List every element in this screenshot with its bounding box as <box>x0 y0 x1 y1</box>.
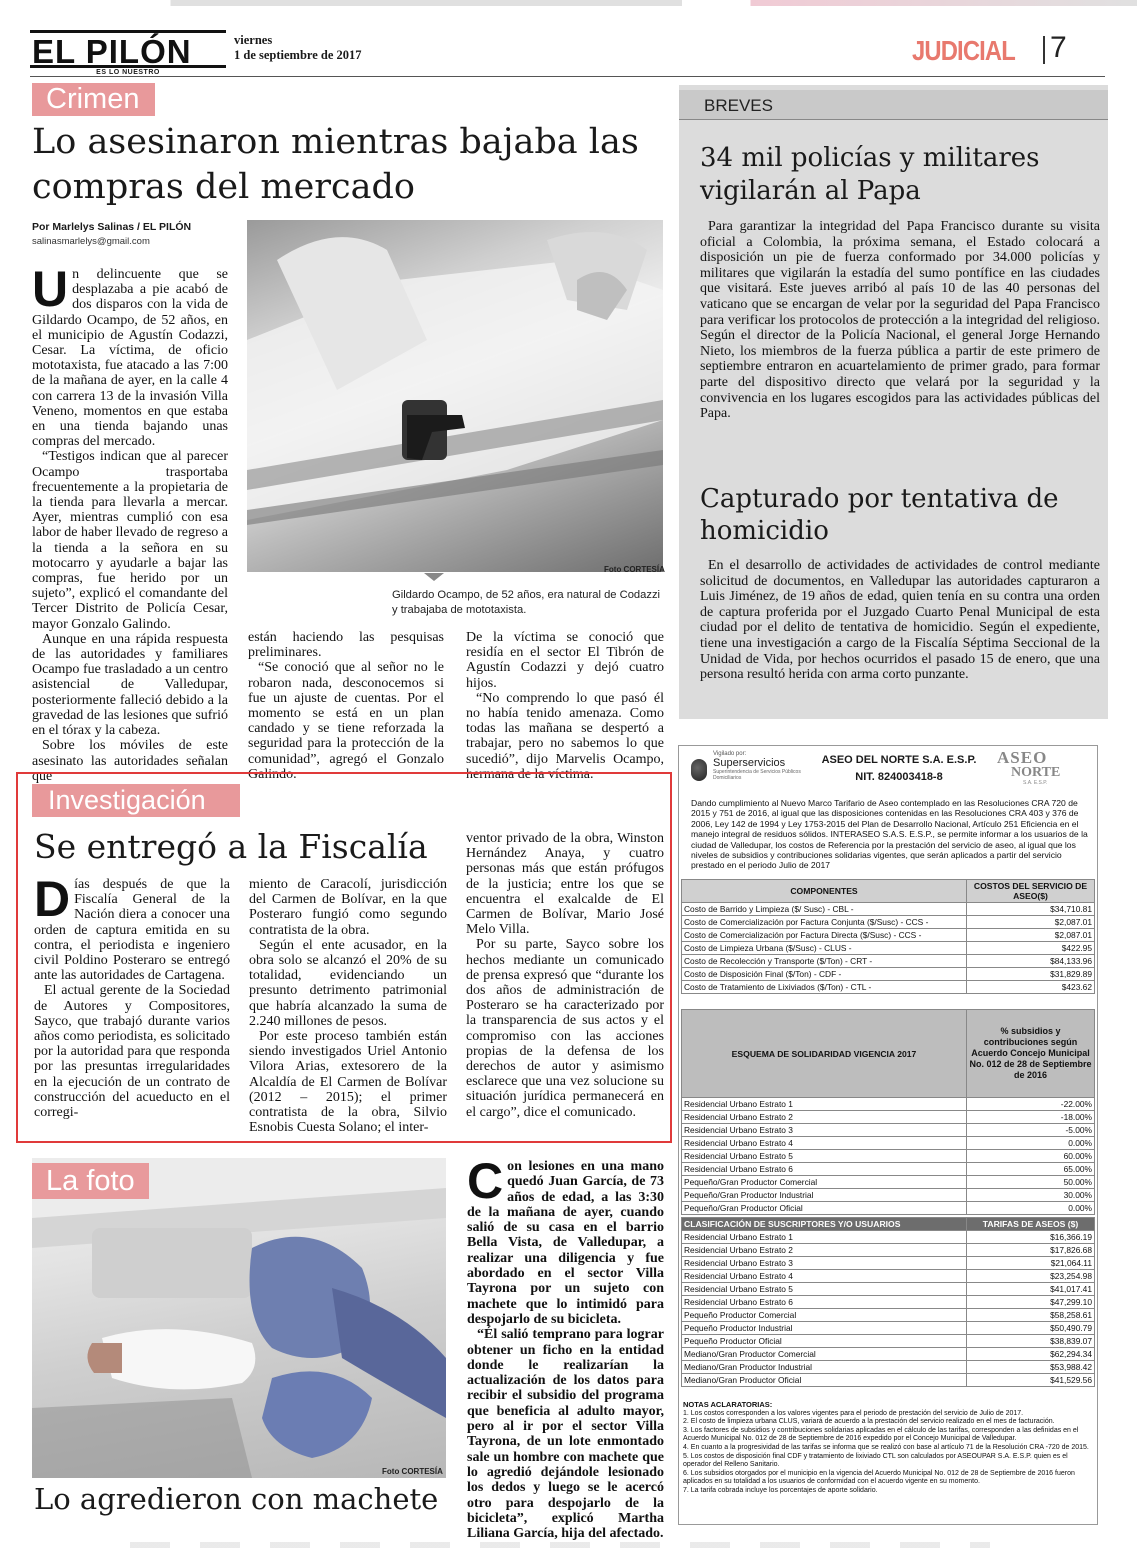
table-row <box>682 1322 1095 1335</box>
story2-col3-p1: ventor privado de la obra, Winston Hernández Anaya, y cuatro personas más que están prófugos de la justicia; entre los que se encuentra el exalcalde de El Carmen de Bolívar, Mario José Melo Villa. <box>466 831 664 938</box>
story3-photo-credit: Foto CORTESÍA <box>382 1467 443 1476</box>
story1-col1-p4: Sobre los móviles de este asesinato las autoridades señalan que <box>32 738 228 784</box>
caption-pointer-icon <box>424 573 444 581</box>
story1-photo <box>247 220 663 572</box>
story1-email: salinasmarlelys@gmail.com <box>32 236 150 247</box>
story1-col1-p3: Aunque en una rápida respuesta de las autoridades y familiares Ocampo fue trasladado a un centro asistencial de Valledupar, posteriormente falleció debido a la gravedad de las lesiones que sufrió en el tórax y la cabeza. <box>32 631 228 739</box>
story2-headline: Se entregó a la Fiscalía <box>34 827 428 866</box>
table-cell-label: Residencial Urbano Estrato 6 <box>682 1296 967 1309</box>
table-cell-value: $41,017.41 <box>967 1283 1095 1296</box>
table-cell-label: Pequeño Productor Industrial <box>682 1322 967 1335</box>
t2-header-percent: % subsidios y contribuciones según Acuerdo Concejo Municipal No. 012 de 28 de Septiembre de 2016 <box>967 1010 1095 1098</box>
table-row <box>682 903 1095 916</box>
table-cell-value: -22.00% <box>967 1098 1095 1111</box>
story2-col1-p1: ías después de que la Fiscalía General de la Nación diera a conocer una orden de captura emitida en su contra, el periodista e ingeniero civil Poldino Posteraro se entregó ante las autoridades de Cartagena. <box>34 877 230 984</box>
table-cell-label: Residencial Urbano Estrato 4 <box>682 1270 967 1283</box>
story2-col3 <box>466 831 664 1120</box>
table-cell-label: Pequeño Productor Oficial <box>682 1335 967 1348</box>
table-row <box>682 1111 1095 1124</box>
superservicios-subtitle: Superintendencia de Servicios Públicos Domiciliarios <box>713 769 801 781</box>
table-row <box>682 1150 1095 1163</box>
story2-col2-p2: Según el ente acusador, en la obra solo se alcanzó el 20% de su totalidad, evidenciando un presunto detrimento patrimonial que habría alcanzado la suma de 2.240 millones de pesos. <box>249 937 447 1029</box>
brief2-text-content: En el desarrollo de actividades de actividades de control mediante solicitud de documentos, en Valledupar las autoridades capturaron a Luis Jiménez, de 19 años de edad, quien tenía en su contra una orden de captura proferida por el Juzgado Cuarto Penal Municipal de esta ciudad por el delito de tentativa de homicidio. Según el expediente, tiene una investigación a cargo de la Fiscalía Séptima Seccional de la Unidad de Vida, por hechos ocurridos el pasado 15 de enero, que una persona resultó herida con arma corto punzante. <box>700 558 1100 683</box>
story1-caption: Gildardo Ocampo, de 52 años, era natural de Codazzi y trabajaba de mototaxista. <box>392 589 661 616</box>
table-cell-label: Pequeño/Gran Productor Industrial <box>682 1189 967 1202</box>
table-cell-value: 0.00% <box>967 1202 1095 1215</box>
story1-photo-credit: Foto CORTESÍA <box>604 565 665 574</box>
table-row <box>682 1137 1095 1150</box>
t1-header-costs: COSTOS DEL SERVICIO DE ASEO($) <box>967 880 1095 903</box>
section-divider <box>1043 36 1045 64</box>
story1-col3-p2: “No comprendo lo que pasó él no había tenido amenaza. Como todas las mañana se despertó a trabajar, pero no sabemos lo que sucedió”, dijo Marvelis Ocampo, hermana de la víctima. <box>466 690 664 782</box>
table-cell-label: Costo de Recolección y Transporte ($/Ton) - CRT - <box>682 955 967 968</box>
gloved-hands-illustration <box>32 1158 446 1478</box>
table-row <box>682 1374 1095 1387</box>
aseo-norte-logo <box>997 750 1077 792</box>
bottom-decoration <box>130 1542 990 1548</box>
table-cell-value: 0.00% <box>967 1137 1095 1150</box>
note-item: 7. La tarifa cobrada incluye los porcentajes de aporte solidario. <box>683 1486 878 1494</box>
note-item: 3. Los factores de subsidios y contribuciones solidarias aplicadas en el cálculo de las tarifas, corresponden a las definidas en el Acuerdo Municipal No. 012 de 28 de Septiembre de 2016 expedido por el Concejo Municipal de Valledupar. <box>683 1426 1079 1443</box>
table-cell-label: Pequeño/Gran Productor Comercial <box>682 1176 967 1189</box>
table-cell-value: -18.00% <box>967 1111 1095 1124</box>
table-cell-label: Residencial Urbano Estrato 1 <box>682 1231 967 1244</box>
table-row <box>682 1098 1095 1111</box>
masthead-logo <box>30 30 226 78</box>
ad-box <box>678 745 1098 1525</box>
table-cell-value: $2,087.01 <box>967 929 1095 942</box>
story3-p1: on lesiones en una mano quedó Juan García, de 73 años de edad, a las 3:30 de la mañana de ayer, cuando salió de su casa en el barrio Bella Vista, de Valledupar, a realizar una diligencia y fue abordado en el sector Villa Tayrona por un sujeto con machete que lo intimidó para despojarlo de su bicicleta. <box>467 1159 664 1327</box>
table-row <box>682 1202 1095 1215</box>
table-cell-value: $53,988.42 <box>967 1361 1095 1374</box>
story2-col2 <box>249 877 447 1135</box>
superservicios-name: Superservicios <box>713 757 786 769</box>
table-cell-value: $41,529.56 <box>967 1374 1095 1387</box>
table-cell-label: Mediano/Gran Productor Oficial <box>682 1374 967 1387</box>
page-number: 7 <box>1050 31 1067 64</box>
logo-word-aseo: ASEO <box>997 748 1048 767</box>
table-row <box>682 1361 1095 1374</box>
table-cell-label: Residencial Urbano Estrato 5 <box>682 1150 967 1163</box>
table-row <box>682 1335 1095 1348</box>
table-cell-value: -5.00% <box>967 1124 1095 1137</box>
table-cell-label: Costo de Comercialización por Factura Conjunta ($/Susc) - CCS - <box>682 916 967 929</box>
table-cell-value: $21,064.11 <box>967 1257 1095 1270</box>
logo-text: EL PILÓN <box>30 30 226 68</box>
ad-company-name: ASEO DEL NORTE S.A. E.S.P. <box>821 754 977 766</box>
notes-title: NOTAS ACLARATORIAS: <box>683 1400 773 1409</box>
t3-header-rates: TARIFAS DE ASEOS ($) <box>967 1218 1095 1231</box>
table-row <box>682 1163 1095 1176</box>
hospital-scene-illustration <box>247 220 663 572</box>
table-row <box>682 955 1095 968</box>
table-cell-value: $47,299.10 <box>967 1296 1095 1309</box>
table-cell-label: Residencial Urbano Estrato 5 <box>682 1283 967 1296</box>
ad-nit: NIT. 824003418-8 <box>855 771 943 783</box>
table-cell-label: Pequeño Productor Comercial <box>682 1309 967 1322</box>
table-row <box>682 942 1095 955</box>
table-cell-label: Costo de Barrido y Limpieza ($/ Susc) - CBL - <box>682 903 967 916</box>
story3-tag: La foto <box>32 1163 149 1199</box>
story1-col1-p1: n delincuente que se desplazaba a pie acabó de dos disparos con la vida de Gildardo Ocampo, de 52 años, en el municipio de Agustín Codazzi, Cesar. La víctima, de oficio mototaxista, fue atacado a las 7:00 de la mañana de ayer, en la calle 4 con carrera 13 de la invasión Villa Veneno, momentos en que estaba en una tienda bajando unas compras del mercado. <box>32 267 228 450</box>
story2-col3-p2: Por su parte, Sayco sobre los hechos mediante un comunicado de prensa expresó que “durante los dos años de administración de Posteraro se ha caracterizado por la transparencia de sus actos y el compromiso con las acciones propias de la defensa de los derechos de autor y asimismo esclarece que una vez solucione su situación jurídica permanecerá en el cargo”, dice el comunicado. <box>466 937 664 1120</box>
story2-dropcap: D <box>34 871 71 927</box>
table-cell-value: $38,839.07 <box>967 1335 1095 1348</box>
table-cell-value: $17,826.68 <box>967 1244 1095 1257</box>
t1-header-components: COMPONENTES <box>682 880 967 903</box>
note-item: 6. Los subsidios otorgados por el municipio en la vigencia del Acuerdo Municipal No. 012 de 28 de Septiembre de 2016 fueron aplicados en su totalidad a los usuarios de conformidad con el acuerdo vigente en su momento. <box>683 1469 1075 1486</box>
t2-header-scheme: ESQUEMA DE SOLIDARIDAD VIGENCIA 2017 <box>682 1010 967 1098</box>
table-cell-value: 50.00% <box>967 1176 1095 1189</box>
table-cell-label: Mediano/Gran Productor Industrial <box>682 1361 967 1374</box>
logo-slogan: ES LO NUESTRO <box>96 69 160 76</box>
story2-col2-p1: miento de Caracolí, jurisdicción del Carmen de Bolívar, en la que Posteraro fungió como segundo contratista de la obra. <box>249 877 447 938</box>
brief1-text-content: Para garantizar la integridad del Papa Francisco durante su visita oficial a Colombia, la próxima semana, el Estado colocará a disposición un pie de fuerza conformado por 34.000 policías y militares que vigilarán la estadía del sumo pontífice en las ciudades que visitará. Este jueves arribó al país 10 de las 40 personas del vaticano que se encargan de velar por la seguridad del Papa Francisco para verificar los protocolos de protección a la integridad del religioso. Según el director de la Policía Nacional, el general Jorge Hernando Nieto, los miembros de la fuerza pública a partir de este primero de septiembre entraron en acuartelamiento de primer grado, para formar parte del dispositivo directo que velará por la seguridad y la convivencia en los lugares escogidos para las actividades públicas del Papa. <box>700 219 1100 422</box>
table-row <box>682 929 1095 942</box>
story1-tag: Crimen <box>32 83 155 116</box>
table-cell-value: $23,254.98 <box>967 1270 1095 1283</box>
table-cell-value: $50,490.79 <box>967 1322 1095 1335</box>
story3-p2: “Él salió temprano para lograr obtener un ficho en la entidad donde le realizarían la actualización de los datos para recibir el subsidio del programa que beneficia al adulto mayor, pero al ir por el sector Villa Tayrona, de un lote enmontado sale un hombre con machete que lo agredió dejándole lesionado los dedos y luego se le acercó otro para despojarlo de la bicicleta”, explicó Martha Liliana García, hija del afectado. <box>467 1327 664 1542</box>
table-cell-label: Costo de Comercialización por Factura Directa ($/Susc) - CCS - <box>682 929 967 942</box>
table-cell-label: Residencial Urbano Estrato 2 <box>682 1111 967 1124</box>
ad-notes <box>683 1401 1093 1496</box>
table-row <box>682 1283 1095 1296</box>
note-item: 4. En cuanto a la progresividad de las tarifas se informa que se realizó con base al artículo 71 de la Resolución CRA -720 de 2015. <box>683 1443 1089 1451</box>
ad-intro: Dando cumplimiento al Nuevo Marco Tarifario de Aseo contemplado en las Resoluciones CRA 720 de 2015 y 751 de 2016, al igual que las disposiciones contenidas en las Resoluciones CRA 403 y 376 de 2006, Ley 142 de 1994 y Ley 1753-2015 del Plan de Desarrollo Nacional, Artículo 251 Eficiencia en el manejo integral de residuos sólidos. INTERASEO S.A.S. E.S.P., se permite informar a los usuarios de la ciudad de Valledupar, los costos de Referencia por la prestación del servicio de aseo, al igual que los niveles de subsidios y contribuciones solidarias vigentes, que serán aplicados a partir del servicio prestado en el periodo Julio de 2017 <box>691 798 1088 871</box>
story1-headline: Lo asesinaron mientras bajaba las compras del mercado <box>32 122 639 207</box>
note-item: 5. Los costos de disposición final CDF y tratamiento de lixiviado CTL son calculados por ASEOUPAR S.A. E.S.P. quien es el operador del Relleno Sanitario. <box>683 1452 1068 1469</box>
story1-col1-p2: “Testigos indican que al parecer Ocampo trasportaba frecuentemente a la propietaria de la tienda para llevarla a mercar. Ayer, mientras cumplió con esa labor de haber llevado de regreso a la tienda a la señora en su motocarro y ayudarle a bajar las compras, fue herido por un sujeto”, explicó el comandante del Tercer Distrito de Policía Cesar, mayor Gonzalo Galindo. <box>32 449 228 632</box>
masthead-date: 1 de septiembre de 2017 <box>234 48 362 62</box>
table-cell-label: Residencial Urbano Estrato 3 <box>682 1124 967 1137</box>
story1-col1 <box>32 261 228 784</box>
story1-col2-p1: están haciendo las pesquisas preliminares. <box>248 630 444 661</box>
note-item: 2. El costo de limpieza urbana CLUS, variará de acuerdo a la prestación del servicio realizado en el mes de facturación. <box>683 1418 1055 1426</box>
story1-byline: Por Marlelys Salinas / EL PILÓN <box>32 221 192 233</box>
table-row <box>682 1176 1095 1189</box>
story1-col3-p1: De la víctima se conoció que residía en el sector El Tibrón de Agustín Codazzi y dejó cuatro hijos. <box>466 630 664 691</box>
table-cell-label: Residencial Urbano Estrato 1 <box>682 1098 967 1111</box>
table-cell-label: Costo de Limpieza Urbana ($/Susc) - CLUS - <box>682 942 967 955</box>
story1-col2 <box>248 630 444 782</box>
story1-dropcap: U <box>32 261 69 317</box>
t3-header-class: CLASIFICACIÓN DE SUSCRIPTORES Y/O USUARIOS <box>682 1218 967 1231</box>
story1-col2-p2: “Se conoció que al señor no le robaron nada, desconocemos si fue un ajuste de cuentas. Por el momento se está en un plan candado y se tiene reforzada la seguridad para la protección de la comunidad”, agregó el Gonzalo Galindo. <box>248 660 444 782</box>
ad-table-rates <box>681 1217 1095 1387</box>
story2-col1-p2: El actual gerente de la Sociedad de Autores y Compositores, Sayco, que trabajó durante varios años como periodista, es solicitado por la autoridad para que responda por las presuntas irregularidades en la ejecución de un contrato de construcción del acueducto en el corregi- <box>34 983 230 1121</box>
table-row <box>682 1189 1095 1202</box>
table-row <box>682 1296 1095 1309</box>
table-row <box>682 1231 1095 1244</box>
table-row <box>682 1257 1095 1270</box>
brief1-text <box>700 219 1100 422</box>
table-row <box>682 968 1095 981</box>
superservicios-logo <box>689 751 809 787</box>
brief2-headline: Capturado por tentativa de homicidio <box>700 484 1059 546</box>
table-cell-value: 60.00% <box>967 1150 1095 1163</box>
top-decoration <box>0 0 1137 6</box>
table-row <box>682 916 1095 929</box>
story1-col3 <box>466 630 664 782</box>
table-cell-value: $34,710.81 <box>967 903 1095 916</box>
breves-label: BREVES <box>704 96 773 115</box>
table-cell-label: Costo de Disposición Final ($/Ton) - CDF - <box>682 968 967 981</box>
vigilado-label: Vigilado por: <box>713 751 747 757</box>
superservicios-icon <box>691 759 707 781</box>
logo-word-norte: NORTE <box>1011 765 1061 780</box>
table-cell-value: $16,366.19 <box>967 1231 1095 1244</box>
masthead-rule <box>30 76 1105 77</box>
table-cell-value: $31,829.89 <box>967 968 1095 981</box>
note-item: 1. Los costos corresponden a los valores vigentes para el periodo de prestación del servicio de Julio de 2017. <box>683 1409 1024 1417</box>
table-cell-label: Residencial Urbano Estrato 4 <box>682 1137 967 1150</box>
table-cell-label: Residencial Urbano Estrato 6 <box>682 1163 967 1176</box>
table-cell-label: Costo de Tratamiento de Lixiviados ($/Ton) - CTL - <box>682 981 967 994</box>
table-cell-label: Pequeño/Gran Productor Oficial <box>682 1202 967 1215</box>
story3-photo <box>32 1158 446 1478</box>
story3-headline: Lo agredieron con machete <box>34 1482 439 1516</box>
table-row <box>682 1270 1095 1283</box>
brief1-headline: 34 mil policías y militares vigilarán al Papa <box>700 143 1040 206</box>
story2-col1 <box>34 871 230 1121</box>
table-row <box>682 1124 1095 1137</box>
section-name: JUDICIAL <box>912 35 1015 66</box>
story3-text <box>467 1153 664 1542</box>
table-cell-label: Residencial Urbano Estrato 3 <box>682 1257 967 1270</box>
story2-tag: Investigación <box>32 784 240 817</box>
ad-table-costs <box>681 879 1095 994</box>
table-cell-label: Mediano/Gran Productor Comercial <box>682 1348 967 1361</box>
table-row <box>682 1309 1095 1322</box>
table-row <box>682 1244 1095 1257</box>
table-cell-value: $422.95 <box>967 942 1095 955</box>
table-cell-value: $84,133.96 <box>967 955 1095 968</box>
table-cell-value: 65.00% <box>967 1163 1095 1176</box>
table-row <box>682 981 1095 994</box>
table-cell-value: 30.00% <box>967 1189 1095 1202</box>
table-cell-label: Residencial Urbano Estrato 2 <box>682 1244 967 1257</box>
table-row <box>682 1348 1095 1361</box>
table-cell-value: $58,258.61 <box>967 1309 1095 1322</box>
masthead-day: viernes <box>234 33 273 47</box>
table-cell-value: $2,087.01 <box>967 916 1095 929</box>
table-cell-value: $62,294.34 <box>967 1348 1095 1361</box>
table-cell-value: $423.62 <box>967 981 1095 994</box>
story2-col2-p3: Por este proceso también están siendo investigados Uriel Antonio Vilora Arias, extesorero de la Alcaldía de El Carmen de Bolívar (2012 – 2015); el primer contratista de la obra, Silvio Esnobis Cuesta Solano; el inter- <box>249 1029 447 1136</box>
logo-sub: S.A. E.S.P. <box>1023 780 1048 786</box>
brief2-text <box>700 558 1100 683</box>
story3-dropcap: C <box>467 1153 504 1209</box>
ad-table-solidarity <box>681 1009 1095 1215</box>
